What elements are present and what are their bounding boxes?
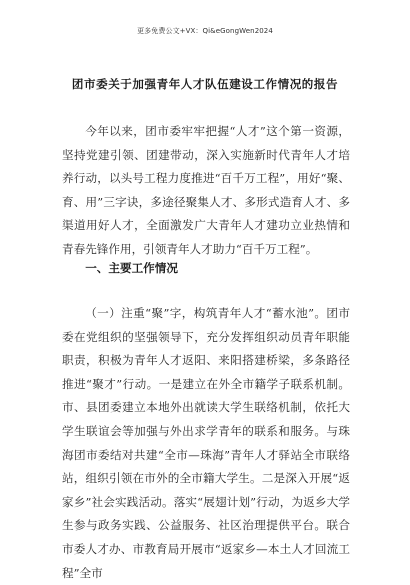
section-paragraph-gathering: （一）注重“聚”字，构筑青年人才“蓄水池”。团市委在党组织的坚强领导下，充分发挥组织动员青年职能职责，积极为青年人才返阳、来阳搭建桥梁，多条路径推进“聚才”行动。一是建立在外全市籍学子联系机制。市、县团委建立本地外出就读大学生联络机制，依托大学生联谊会等加强与外出求学青年的联系和服务。与珠海团市委结对共建“全市—珠海”青年人才驿站全市联络站，组织引领在市外的全市籍大学生。二是深入开展“返家乡”社会实践活动。落实“展翅计划”行动，为返乡大学生参与政务实践、公益服务、社区治理提供平台。联合市委人才办、市教育局开展市“返家乡—本土人才回流工程”全市 bbox=[62, 306, 350, 580]
section-heading-main-work: 一、主要工作情况 bbox=[85, 261, 178, 275]
header-promo-note: 更多免费公文+VX：Qi&eGongWen2024 bbox=[137, 27, 273, 35]
document-title: 团市委关于加强青年人才队伍建设工作情况的报告 bbox=[71, 77, 339, 91]
intro-paragraph: 今年以来，团市委牢牢把握“人才”这个第一资源，坚持党建引领、团建带动，深入实施新时代青年人才培养行动，以头号工程力度推进“百千万工程”，用好“聚、育、用”三字诀，多途径聚集人才、多形式造育人才、多渠道用好人才，全面激发广大青年人才建功立业热情和青春先锋作用，引领青年人才助力“百千万工程”。 bbox=[62, 124, 350, 256]
